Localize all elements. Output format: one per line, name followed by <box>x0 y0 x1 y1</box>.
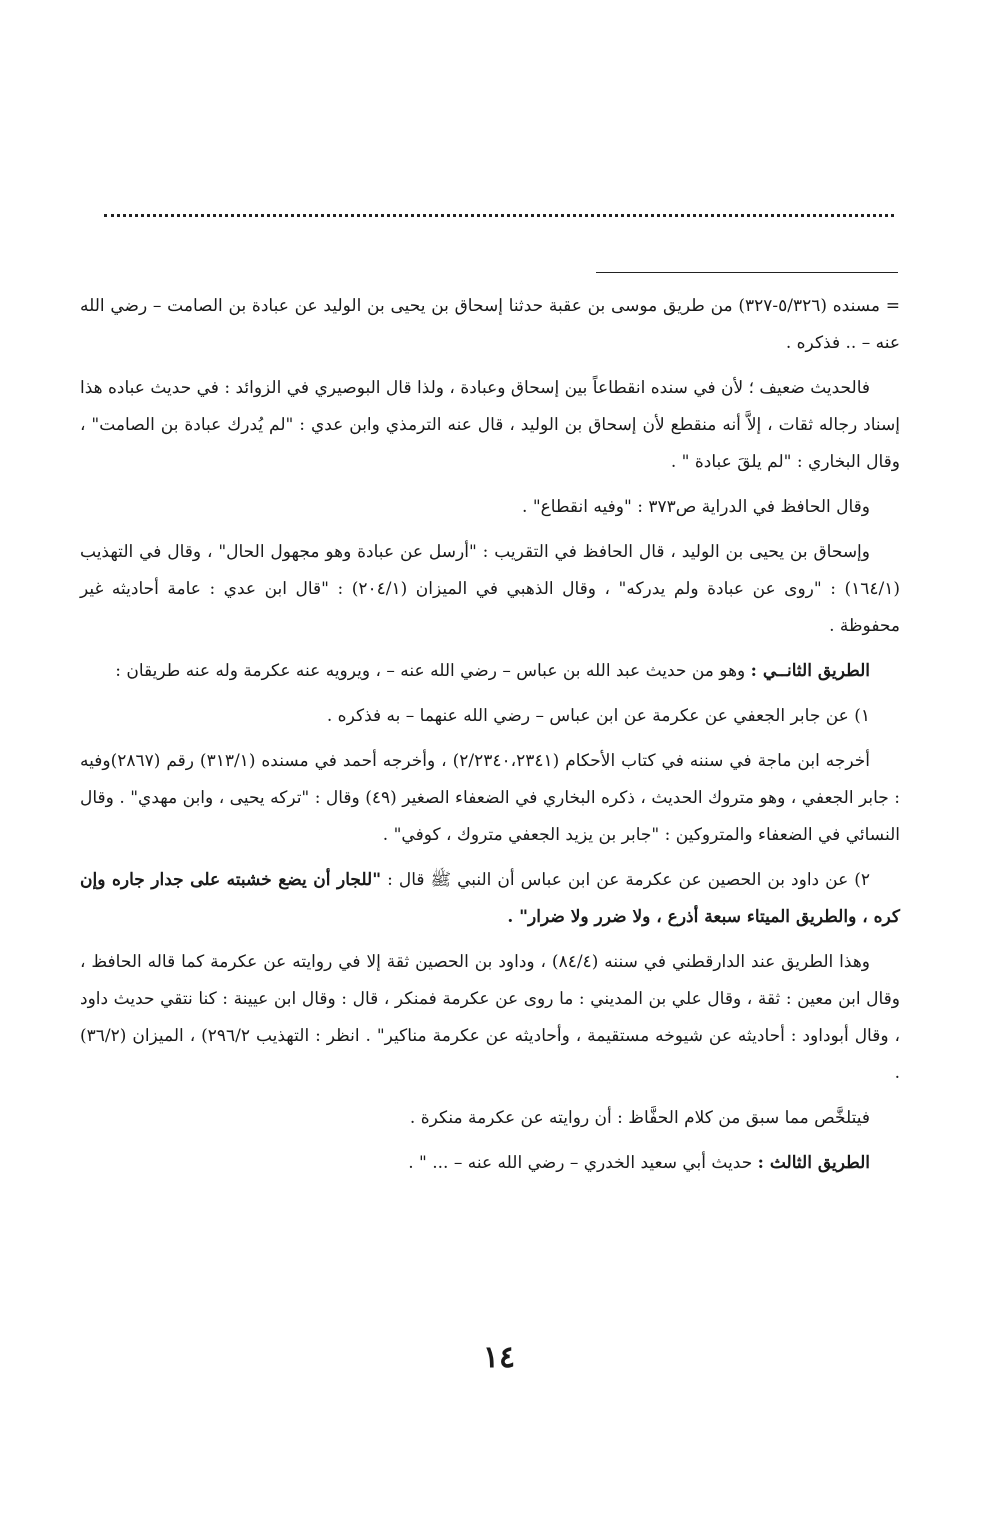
section-label: الطريق الثانــي : <box>750 661 870 681</box>
paragraph-text: = مسنده (٥/٣٢٦-٣٢٧) من طريق موسى بن عقبة حدثنا إسحاق بن يحيى بن الوليد عن عبادة بن الصامت – رضي الله عنه – .. فذكره . <box>80 296 900 353</box>
paragraph-text: وهذا الطريق عند الدارقطني في سننه (٨٤/٤) ، وداود بن الحصين ثقة إلا في روايته عن عكرمة كما قاله الحافظ ، وقال ابن معين : ثقة ، وقال علي بن المديني : ما روى عن عكرمة فمنكر ، قال : وقال ابن عيينة : كنا نتقي حديث داود ، وقال أبوداود : أحاديثه عن شيوخه مستقيمة ، وأحاديثه عن عكرمة مناكير" . انظر : التهذيب ٢٩٦/٢) ، الميزان (٣٦/٢) . <box>80 952 900 1083</box>
paragraph-text: وإسحاق بن يحيى بن الوليد ، قال الحافظ في التقريب : "أرسل عن عبادة وهو مجهول الحال" ، وقال في التهذيب (١٦٤/١) : "روى عن عبادة ولم يدركه" ، وقال الذهبي في الميزان (٢٠٤/١) : "قال ابن عدي : عامة أحاديثه غير محفوظة . <box>80 542 900 636</box>
paragraph-summary <box>80 1100 900 1137</box>
paragraph-ibn-majah <box>80 743 900 854</box>
paragraph-text: ٢) عن داود بن الحصين عن عكرمة عن ابن عباس أن النبي ﷺ قال : <box>387 870 871 890</box>
paragraph-daraqutni <box>80 944 900 1092</box>
paragraph-text: فيتلخَّص مما سبق من كلام الحفَّاظ : أن روايته عن عكرمة منكرة . <box>409 1108 870 1128</box>
paragraph-footnote-continuation <box>80 288 900 362</box>
paragraph-route-2 <box>80 862 900 936</box>
paragraph-text: أخرجه ابن ماجة في سننه في كتاب الأحكام (٢/٢٣٤٠،٢٣٤١) ، وأخرجه أحمد في مسنده (٣١٣/١) رقم (٢٨٦٧)وفيه : جابر الجعفي ، وهو متروك الحديث ، ذكره البخاري في الضعفاء الصغير (٤٩) وقال : "تركه يحيى ، وابن مهدي" . وقال النسائي في الضعفاء والمتروكين : "جابر بن يزيد الجعفي متروك ، كوفي" . <box>80 751 901 845</box>
paragraph-text: وهو من حديث عبد الله بن عباس – رضي الله عنه – ، ويرويه عنه عكرمة وله عنه طريقان : <box>115 661 746 681</box>
paragraph-third-route <box>80 1145 900 1182</box>
paragraph-text: حديث أبي سعيد الخدري – رضي الله عنه – ... " . <box>408 1153 753 1173</box>
paragraph-second-route <box>80 653 900 690</box>
paragraph-route-1 <box>80 698 900 735</box>
paragraph-text: وقال الحافظ في الدراية ص٣٧٣ : "وفيه انقطاع" . <box>522 497 870 517</box>
dotted-separator <box>104 214 894 217</box>
hadith-quote: "للجار أن يضع خشبته على جدار جاره وإن كره ، والطريق الميتاء سبعة أذرع ، ولا ضرر ولا ضرار" . <box>80 870 900 927</box>
body-text <box>80 288 900 1190</box>
footnote-rule <box>596 272 898 273</box>
paragraph-hadith-weak <box>80 370 900 481</box>
paragraph-ishaq <box>80 534 900 645</box>
paragraph-text: فالحديث ضعيف ؛ لأن في سنده انقطاعاً بين إسحاق وعبادة ، ولذا قال البوصيري في الزوائد : في حديث عباده هذا إسناد رجاله ثقات ، إلاَّ أنه منقطع لأن إسحاق بن الوليد ، قال عنه الترمذي وابن عدي : "لم يُدرك عبادة بن الصامت" ، وقال البخاري : "لم يلقَ عبادة " . <box>80 378 900 472</box>
section-label: الطريق الثالث : <box>757 1153 870 1173</box>
paragraph-hafiz-dirayah <box>80 489 900 526</box>
paragraph-text: ١) عن جابر الجعفي عن عكرمة عن ابن عباس – رضي الله عنهما – به فذكره . <box>326 706 870 726</box>
page-number: ١٤ <box>482 1340 516 1375</box>
